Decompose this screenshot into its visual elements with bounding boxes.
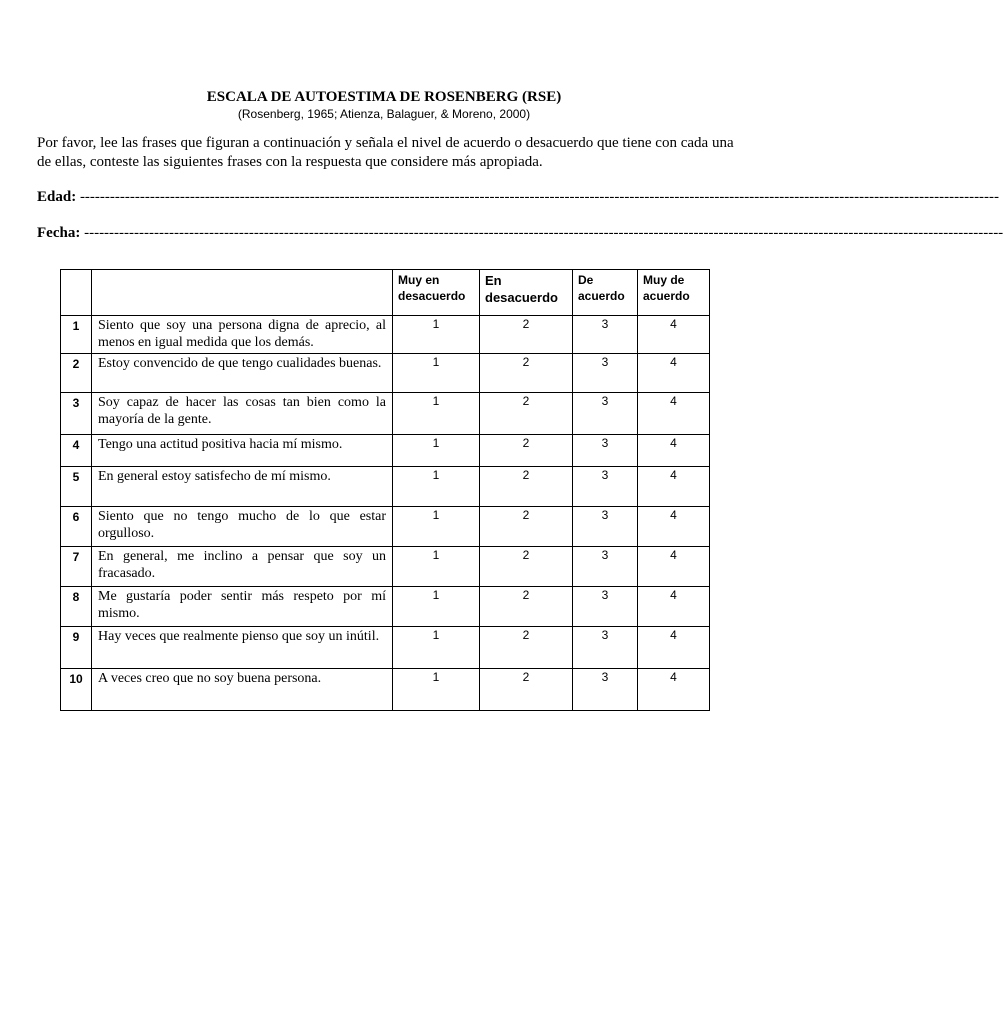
item-statement: En general, me inclino a pensar que soy un fracasado. xyxy=(92,547,393,587)
date-field xyxy=(37,224,1003,243)
instructions-text: Por favor, lee las frases que figuran a continuación y señala el nivel de acuerdo o desacuerdo que tiene con cada una de ellas, conteste las siguientes frases con la respuesta que considere más apropiada. xyxy=(37,135,734,170)
header-statement-cell xyxy=(92,270,393,316)
option-4[interactable]: 4 xyxy=(638,587,710,627)
table-row xyxy=(61,547,710,587)
option-4[interactable]: 4 xyxy=(638,627,710,669)
item-number: 5 xyxy=(61,467,92,507)
option-4[interactable]: 4 xyxy=(638,316,710,354)
item-statement: Me gustaría poder sentir más respeto por mí mismo. xyxy=(92,587,393,627)
option-2[interactable]: 2 xyxy=(480,507,573,547)
item-statement: Siento que soy una persona digna de aprecio, al menos en igual medida que los demás. xyxy=(92,316,393,354)
table-row xyxy=(61,669,710,711)
option-3[interactable]: 3 xyxy=(573,393,638,435)
item-number: 6 xyxy=(61,507,92,547)
table-row xyxy=(61,467,710,507)
option-2[interactable]: 2 xyxy=(480,316,573,354)
item-statement: En general estoy satisfecho de mí mismo. xyxy=(92,467,393,507)
option-3[interactable]: 3 xyxy=(573,587,638,627)
option-2[interactable]: 2 xyxy=(480,435,573,467)
header-agree: De acuerdo xyxy=(573,270,638,316)
table-row xyxy=(61,354,710,393)
option-1[interactable]: 1 xyxy=(393,316,480,354)
option-1[interactable]: 1 xyxy=(393,507,480,547)
option-2[interactable]: 2 xyxy=(480,547,573,587)
age-field xyxy=(37,188,1000,207)
item-number: 3 xyxy=(61,393,92,435)
option-1[interactable]: 1 xyxy=(393,435,480,467)
item-statement: Siento que no tengo mucho de lo que estar orgulloso. xyxy=(92,507,393,547)
option-1[interactable]: 1 xyxy=(393,669,480,711)
header-strongly-disagree: Muy en desacuerdo xyxy=(393,270,480,316)
option-3[interactable]: 3 xyxy=(573,435,638,467)
option-4[interactable]: 4 xyxy=(638,507,710,547)
option-4[interactable]: 4 xyxy=(638,547,710,587)
item-number: 7 xyxy=(61,547,92,587)
header-number-cell xyxy=(61,270,92,316)
option-2[interactable]: 2 xyxy=(480,587,573,627)
option-3[interactable]: 3 xyxy=(573,507,638,547)
item-number: 1 xyxy=(61,316,92,354)
item-statement: Hay veces que realmente pienso que soy un inútil. xyxy=(92,627,393,669)
option-2[interactable]: 2 xyxy=(480,627,573,669)
item-number: 9 xyxy=(61,627,92,669)
option-1[interactable]: 1 xyxy=(393,587,480,627)
option-2[interactable]: 2 xyxy=(480,669,573,711)
table-row xyxy=(61,627,710,669)
item-statement: Soy capaz de hacer las cosas tan bien como la mayoría de la gente. xyxy=(92,393,393,435)
option-1[interactable]: 1 xyxy=(393,547,480,587)
option-4[interactable]: 4 xyxy=(638,393,710,435)
option-4[interactable]: 4 xyxy=(638,354,710,393)
item-number: 2 xyxy=(61,354,92,393)
age-fill-line: ---------------------------------------------------------------------------------------------------------------------------------------------------------------------------------------- xyxy=(79,189,1000,205)
rse-questionnaire-table xyxy=(60,269,710,711)
option-1[interactable]: 1 xyxy=(393,393,480,435)
table-row xyxy=(61,587,710,627)
option-2[interactable]: 2 xyxy=(480,393,573,435)
option-3[interactable]: 3 xyxy=(573,627,638,669)
table-row xyxy=(61,507,710,547)
option-1[interactable]: 1 xyxy=(393,627,480,669)
option-3[interactable]: 3 xyxy=(573,669,638,711)
item-number: 10 xyxy=(61,669,92,711)
item-statement: A veces creo que no soy buena persona. xyxy=(92,669,393,711)
date-fill-line: ---------------------------------------------------------------------------------------------------------------------------------------------------------------------------------------- xyxy=(84,225,1003,241)
option-3[interactable]: 3 xyxy=(573,467,638,507)
option-4[interactable]: 4 xyxy=(638,435,710,467)
item-number: 4 xyxy=(61,435,92,467)
option-4[interactable]: 4 xyxy=(638,669,710,711)
option-3[interactable]: 3 xyxy=(573,316,638,354)
table-row xyxy=(61,316,710,354)
option-2[interactable]: 2 xyxy=(480,467,573,507)
item-number: 8 xyxy=(61,587,92,627)
document-citation: (Rosenberg, 1965; Atienza, Balaguer, & Moreno, 2000) xyxy=(237,107,531,121)
option-3[interactable]: 3 xyxy=(573,547,638,587)
header-disagree: En desacuerdo xyxy=(480,270,573,316)
option-4[interactable]: 4 xyxy=(638,467,710,507)
date-label: Fecha: xyxy=(37,225,81,241)
table-row xyxy=(61,435,710,467)
header-strongly-agree: Muy de acuerdo xyxy=(638,270,710,316)
table-header-row xyxy=(61,270,710,316)
item-statement: Tengo una actitud positiva hacia mí mismo. xyxy=(92,435,393,467)
option-3[interactable]: 3 xyxy=(573,354,638,393)
item-statement: Estoy convencido de que tengo cualidades buenas. xyxy=(92,354,393,393)
option-1[interactable]: 1 xyxy=(393,467,480,507)
age-label: Edad: xyxy=(37,189,77,205)
document-title: ESCALA DE AUTOESTIMA DE ROSENBERG (RSE) xyxy=(206,89,562,105)
option-1[interactable]: 1 xyxy=(393,354,480,393)
option-2[interactable]: 2 xyxy=(480,354,573,393)
table-row xyxy=(61,393,710,435)
